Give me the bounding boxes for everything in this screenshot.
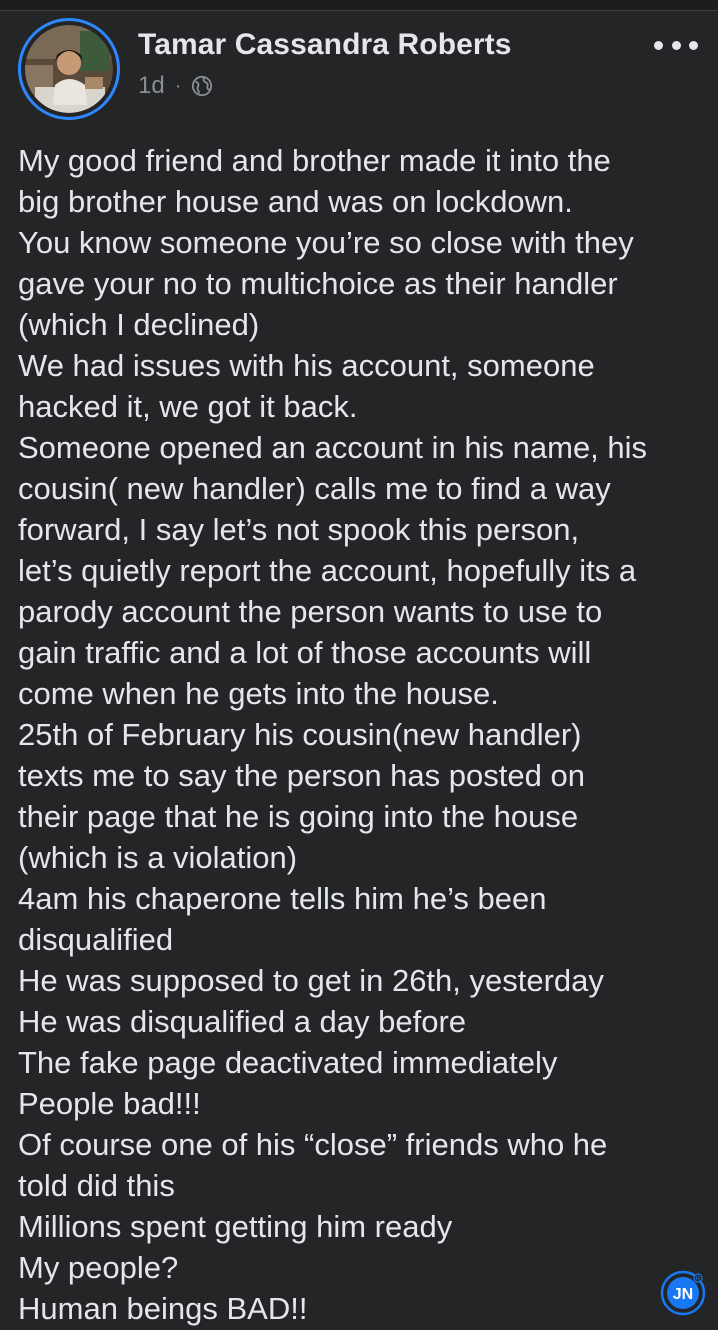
post-text-line: disqualified	[18, 922, 174, 957]
post-meta	[138, 72, 213, 100]
post-text-line: He was supposed to get in 26th, yesterday	[18, 963, 604, 998]
post-text-line: (which I declined)	[18, 307, 260, 342]
post-text-line: parody account the person wants to use to	[18, 594, 603, 629]
post-text-line: hacked it, we got it back.	[18, 389, 358, 424]
post-text-line: Millions spent getting him ready	[18, 1209, 453, 1244]
svg-text:R: R	[695, 1276, 701, 1283]
post-text-line: Someone opened an account in his name, his	[18, 430, 648, 465]
watermark-text: JN	[672, 1286, 694, 1303]
globe-icon[interactable]	[191, 75, 213, 97]
post-text-line: texts me to say the person has posted on	[18, 758, 585, 793]
post-text-line: (which is a violation)	[18, 840, 298, 875]
post-text	[18, 140, 708, 1329]
more-dot	[654, 41, 663, 50]
post-text-line: gave your no to multichoice as their handler	[18, 266, 618, 301]
post-text-line: 25th of February his cousin(new handler)	[18, 717, 582, 752]
post-author-name[interactable]: Tamar Cassandra Roberts	[138, 28, 512, 61]
more-dot	[672, 41, 681, 50]
post-text-line: cousin( new handler) calls me to find a way	[18, 471, 611, 506]
post-text-line: let’s quietly report the account, hopefully its a	[18, 553, 637, 588]
post-text-line: told did this	[18, 1168, 175, 1203]
more-dot	[689, 41, 698, 50]
post-text-line: The fake page deactivated immediately	[18, 1045, 558, 1080]
post-text-line: their page that he is going into the house	[18, 799, 579, 834]
jn-logo-icon	[660, 1270, 706, 1316]
post-text-line: Of course one of his “close” friends who he	[18, 1127, 608, 1162]
post-timestamp[interactable]: 1d	[138, 72, 165, 99]
profile-avatar[interactable]	[18, 18, 120, 120]
post-text-line: 4am his chaperone tells him he’s been	[18, 881, 547, 916]
meta-separator: ·	[174, 74, 182, 97]
post-text-line: gain traffic and a lot of those accounts will	[18, 635, 592, 670]
post-text-line: come when he gets into the house.	[18, 676, 499, 711]
avatar-photo	[25, 25, 113, 113]
post-text-line: forward, I say let’s not spook this person,	[18, 512, 580, 547]
post-text-line: My people?	[18, 1250, 179, 1285]
post-text-line: We had issues with his account, someone	[18, 348, 595, 383]
post-text-line: He was disqualified a day before	[18, 1004, 467, 1039]
post-text-line: My good friend and brother made it into the	[18, 143, 611, 178]
post-text-line: Human beings BAD!!	[18, 1291, 308, 1326]
top-divider	[0, 0, 718, 11]
post-text-line: big brother house and was on lockdown.	[18, 184, 573, 219]
post-text-line: You know someone you’re so close with they	[18, 225, 634, 260]
more-options-icon[interactable]	[654, 30, 698, 60]
post-text-line: People bad!!!	[18, 1086, 201, 1121]
